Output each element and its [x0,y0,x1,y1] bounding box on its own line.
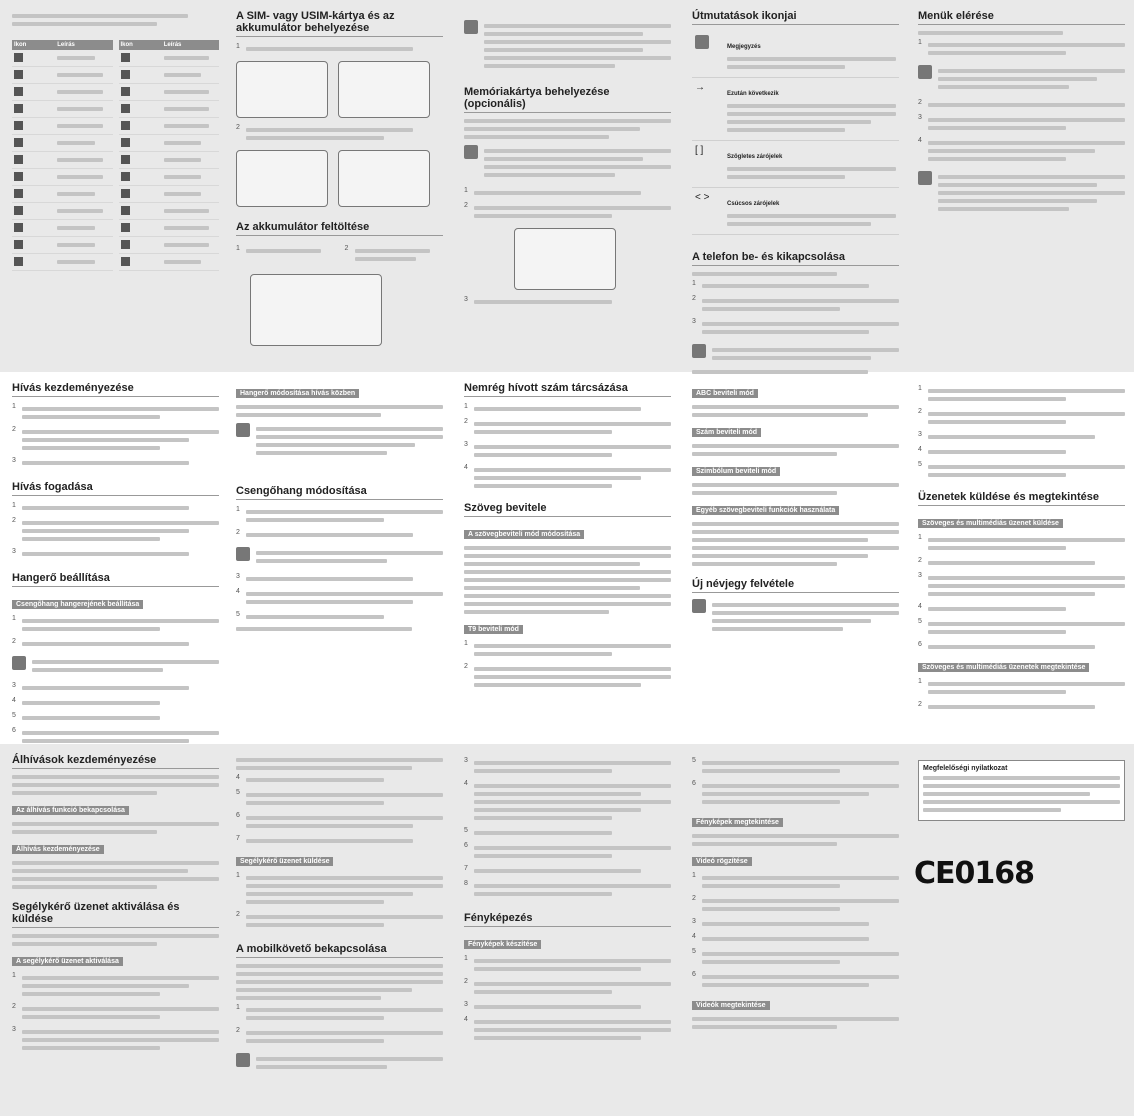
subsection-title: Csengőhang hangerejének beállítása [12,600,143,609]
call-divert-icon [14,155,23,164]
section-title: Fényképezés [464,912,671,927]
photo-column: 3 4 5 6 7 8 Fényképezés Fényképek készítése 1 2 3 4 [460,754,675,1047]
bluetooth-icon [121,53,130,62]
declaration-column [914,760,1129,821]
sos-icon [14,189,23,198]
subsection-title: Fényképek készítése [464,940,541,949]
input-modes-column [688,382,903,641]
note-icon [692,344,706,358]
ce-mark: CE0168 [914,856,1035,891]
note-icon [236,1053,250,1067]
subsection-title: Egyéb szövegbeviteli funkciók használata [692,506,839,515]
text-line [12,22,157,26]
icon-label: Szögletes zárójelek [727,154,783,160]
angle-brackets-icon: < > [692,188,724,235]
subsection-title: Szöveges és multimédiás üzenetek megtekintése [918,663,1089,672]
subsection-title: Szimbólum beviteli mód [692,467,780,476]
subsection-title: Fényképek megtekintése [692,818,783,827]
section-title: Memóriakártya behelyezése (opcionális) [464,86,671,113]
normal-profile-icon [121,206,130,215]
table-header: Leírás [55,40,112,50]
note-icon [464,145,478,159]
declaration-box [918,760,1125,821]
memory-card-illustration [514,228,616,290]
section-title: A telefon be- és kikapcsolása [692,251,899,266]
brackets-icon: [ ] [692,141,724,188]
declaration-title: Megfelelőségi nyilatkozat [923,765,1008,772]
phone-illustration [236,61,328,118]
section-title: Hívás fogadása [12,481,219,496]
roaming-icon [14,172,23,181]
radio-icon [14,206,23,215]
icon-label: Ezután következik [727,91,779,97]
arrow-icon: → [692,78,724,141]
sim-column: A SIM- vagy USIM-kártya és az akkumulátor behelyezése 1 2 Az akkumulátor feltöltése 1 2 [232,10,447,346]
phone-illustration [236,150,328,207]
headset-icon [121,70,130,79]
tracker-column: 4 5 6 7 Segélykérő üzenet küldése 1 2 A mobilkövető bekapcsolása 1 2 [232,754,447,1079]
subsection-title: A szövegbeviteli mód módosítása [464,530,584,539]
subsection-title: Segélykérő üzenet küldése [236,857,333,866]
text-input-column: Nemrég hívott szám tárcsázása 1 2 3 4 Szöveg bevitele A szövegbeviteli mód módosítása T9 beviteli mód 1 2 [460,382,675,694]
alarm-icon [14,240,23,249]
email-icon [121,172,130,181]
phone-illustration [338,61,430,118]
gprs-icon [14,70,23,79]
instruction-column: Útmutatások ikonjai Megjegyzés → Ezután következik [ ] Szögletes zárójelek < > Csúcsos zárójelek A telefon be- és kikapcsolása 1 2 3 [688,10,903,378]
radio-off-icon [14,223,23,232]
section-title: Menük elérése [918,10,1125,25]
ringtone-column: Hangerő módosítása hívás közben Csengőhang módosítása 1 2 3 4 5 [232,382,447,635]
section-title: Új névjegy felvétele [692,578,899,593]
section-title: Az akkumulátor feltöltése [236,221,443,236]
note-icon [236,423,250,437]
battery-icon [121,240,130,249]
memcard-column: Memóriakártya behelyezése (opcionális) 1 2 3 [460,14,675,311]
section-title: Segélykérő üzenet aktiválása és küldése [12,901,219,928]
section-title: Hívás kezdeményezése [12,382,219,397]
edge-icon [14,87,23,96]
memory-card-icon [14,257,23,266]
lock-icon [121,121,130,130]
mms-icon [121,155,130,164]
subsection-title: Szám beviteli mód [692,428,761,437]
browsing-icon [121,87,130,96]
section-title: Üzenetek küldése és megtekintése [918,491,1125,506]
umts-icon [14,104,23,113]
text-line [12,14,188,18]
call-icon [14,138,23,147]
table-header: Ikon [12,40,55,50]
note-icon [236,547,250,561]
section-title: A SIM- vagy USIM-kártya és az akkumulátor behelyezése [236,10,443,37]
icon-label: Csúcsos zárójelek [727,201,780,207]
subsection-title: Az álhívás funkció bekapcsolása [12,806,129,815]
messages-column: 1 2 3 4 5 Üzenetek küldése és megtekintése Szöveges és multimédiás üzenet küldése 1 2 3 4 5 6 Szöveges és multimédiás üzenetek megtekintése 1 2 [914,382,1129,716]
subsection-title: T9 beviteli mód [464,625,523,634]
subsection-title: Szöveges és multimédiás üzenet küldése [918,519,1063,528]
note-icon [464,20,478,34]
clock-icon [121,257,130,266]
voicemail-icon [121,189,130,198]
table-header: Ikon [119,40,162,50]
secure-connection-icon [121,104,130,113]
icon-table-right [119,40,220,271]
video-column: 5 6 Fényképek megtekintése Videó rögzítése 1 2 3 4 5 6 Videók megtekintése [688,754,903,1033]
section-title: Álhívások kezdeményezése [12,754,219,769]
subsection-title: Hangerő módosítása hívás közben [236,389,359,398]
charger-illustration [250,274,382,346]
section-title: A mobilkövető bekapcsolása [236,943,443,958]
table-header: Leírás [162,40,219,50]
silent-profile-icon [121,223,130,232]
subsection-title: Videók megtekintése [692,1001,770,1010]
icon-label: Megjegyzés [727,44,761,50]
note-icon [692,599,706,613]
note-icon [12,656,26,670]
fake-call-column: Álhívások kezdeményezése Az álhívás funkció bekapcsolása Álhívás kezdeményezése Segélykérő üzenet aktiválása és küldése A segélykérő üzenet aktiválása 1 2 3 [8,754,223,1057]
instruction-icon-table [692,31,899,235]
note-icon [695,35,709,49]
signal-strength-icon [14,53,23,62]
section-title: Szöveg bevitele [464,502,671,517]
subsection-title: Videó rögzítése [692,857,752,866]
call-column: Hívás kezdeményezése 1 2 3 Hívás fogadása 1 2 3 Hangerő beállítása Csengőhang hangerejének beállítása 1 2 3 4 5 6 [8,382,223,750]
section-title: Hangerő beállítása [12,572,219,587]
hsdpa-icon [14,121,23,130]
note-icon [918,171,932,185]
icon-table-column [8,10,223,271]
subsection-title: Álhívás kezdeményezése [12,845,104,854]
phone-illustration [338,150,430,207]
section-title: Csengőhang módosítása [236,485,443,500]
menu-column: Menük elérése 1 2 3 4 [914,10,1129,221]
subsection-title: A segélykérő üzenet aktiválása [12,957,123,966]
sms-icon [121,138,130,147]
icon-table-left [12,40,113,271]
note-icon [918,65,932,79]
section-title: Nemrég hívott szám tárcsázása [464,382,671,397]
subsection-title: ABC beviteli mód [692,389,758,398]
section-title: Útmutatások ikonjai [692,10,899,25]
